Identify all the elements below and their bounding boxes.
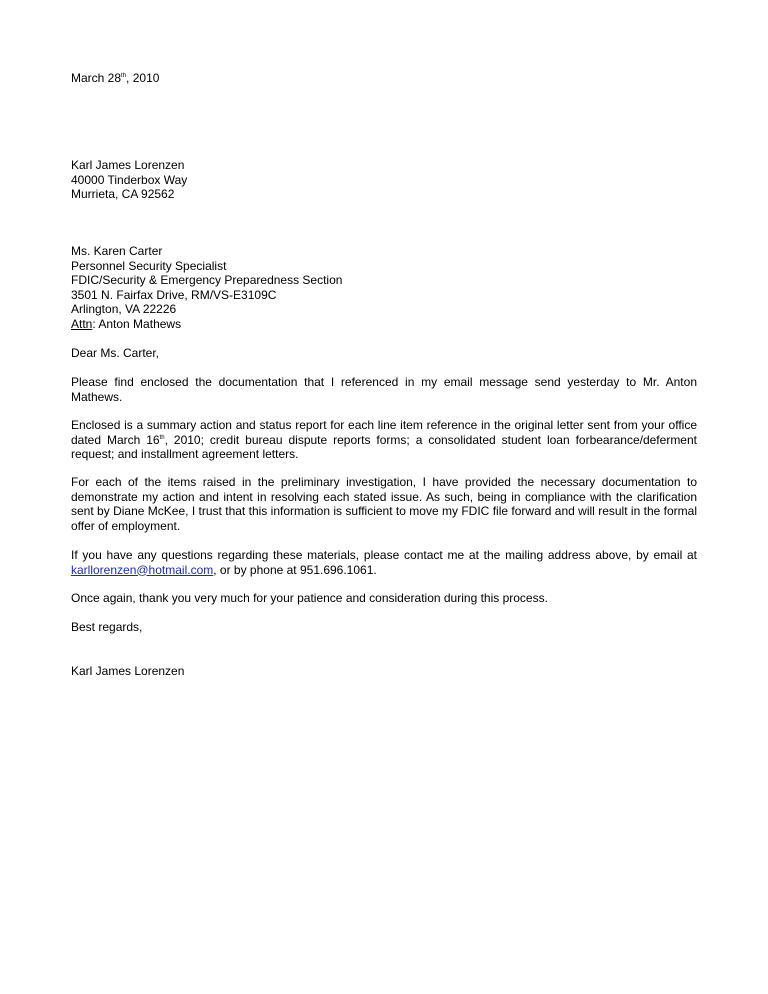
attn-value: : Anton Mathews — [92, 316, 182, 331]
recipient-attn — [71, 317, 697, 332]
attn-label: Attn — [71, 316, 93, 331]
recipient-title: Personnel Security Specialist — [71, 258, 227, 273]
date-month-day: March 28 — [71, 71, 122, 85]
signature: Karl James Lorenzen — [71, 664, 185, 678]
recipient-street: 3501 N. Fairfax Drive, RM/VS-E3109C — [71, 287, 277, 302]
paragraph-1: Please find enclosed the documentation that I referenced in my email message send yesterday to Mr. Anton Mathews. — [71, 375, 697, 404]
sender-address — [71, 158, 697, 202]
salutation: Dear Ms. Carter, — [71, 346, 160, 360]
recipient-name: Ms. Karen Carter — [71, 244, 163, 258]
sender-name: Karl James Lorenzen — [71, 158, 185, 172]
recipient-address — [71, 244, 697, 331]
paragraph-4 — [71, 548, 697, 577]
paragraph-5: Once again, thank you very much for your patience and consideration during this process. — [71, 591, 548, 605]
sender-street: 40000 Tinderbox Way — [71, 172, 188, 187]
email-link[interactable]: karllorenzen@hotmail.com — [71, 562, 214, 577]
recipient-city-state-zip: Arlington, VA 22226 — [71, 302, 177, 316]
p4-after: , or by phone at 951.696.1061. — [213, 562, 377, 577]
letter-date — [71, 71, 697, 86]
p2-before: Enclosed is a summary action and status report for each line item reference in the original letter sent from your office dated March 16 — [71, 418, 697, 447]
p4-before: If you have any questions regarding these materials, please contact me at the mailing address above, by email at — [71, 548, 697, 562]
recipient-department: FDIC/Security & Emergency Preparedness Section — [71, 273, 343, 287]
date-year: , 2010 — [126, 71, 160, 85]
sender-city-state-zip: Murrieta, CA 92562 — [71, 187, 175, 201]
paragraph-3: For each of the items raised in the preliminary investigation, I have provided the necessary documentation to demonstrate my action and intent in resolving each stated issue. As such, being in compliance with the clarification sent by Diane McKee, I trust that this information is sufficient to move my FDIC file forward and will result in the formal offer of employment. — [71, 475, 697, 533]
p2-after: , 2010; credit bureau dispute reports forms; a consolidated student loan forbearance/deferment request; and installment agreement letters. — [71, 432, 697, 461]
p2-suffix: th — [159, 434, 165, 441]
closing: Best regards, — [71, 620, 143, 634]
date-suffix: th — [121, 73, 127, 79]
paragraph-2 — [71, 418, 697, 462]
